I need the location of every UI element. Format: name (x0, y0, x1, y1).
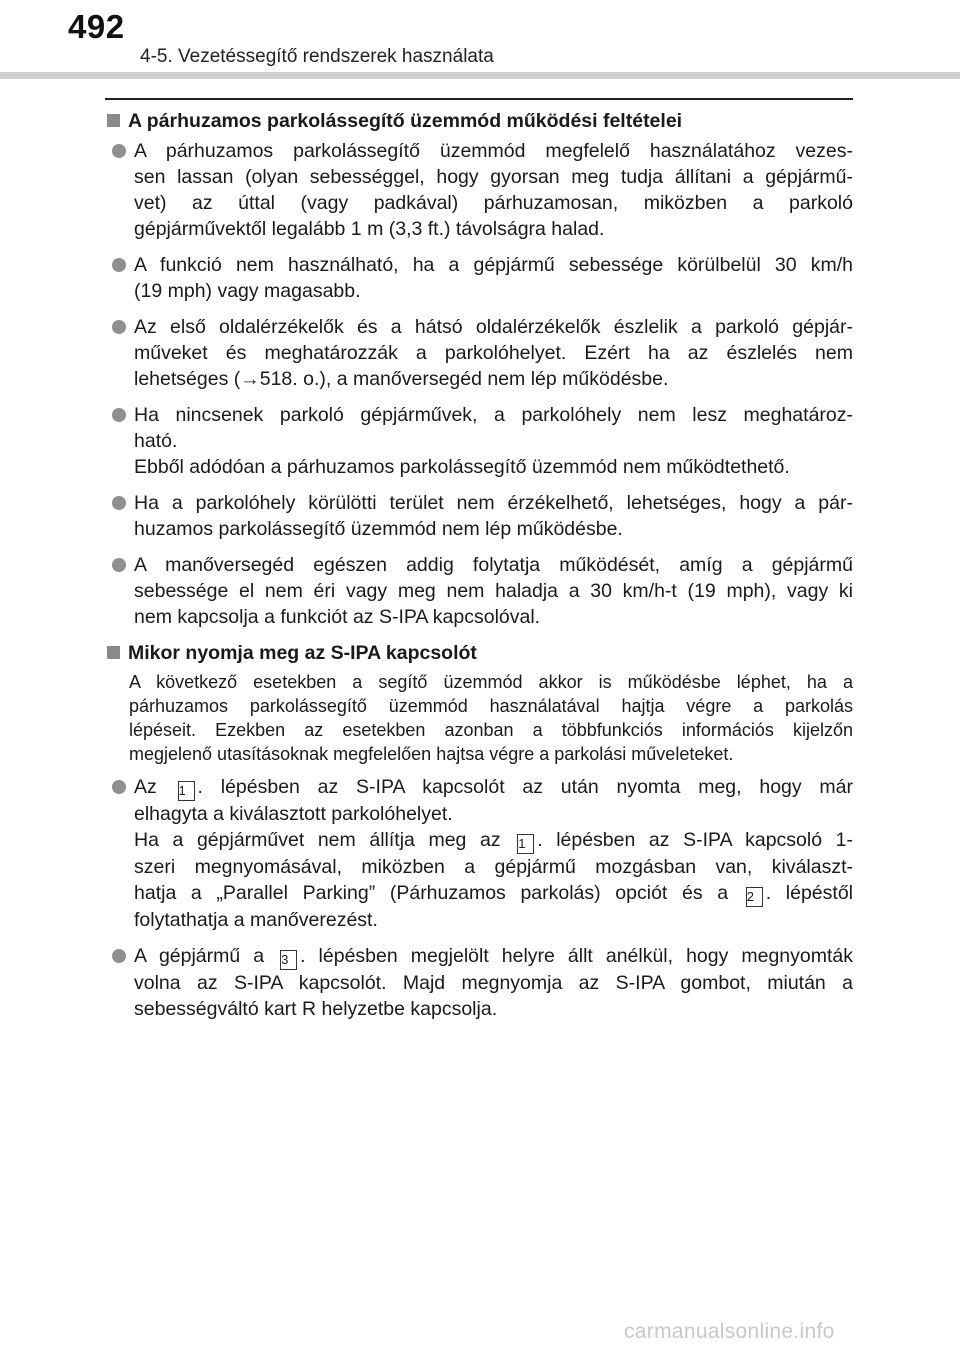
round-bullet-icon (112, 144, 126, 158)
text-line: sen lassan (olyan sebességgel, hogy gyorsan meg tudja állítani a gépjármű- (134, 166, 853, 188)
round-bullet-icon (112, 496, 126, 510)
round-bullet-icon (112, 949, 126, 963)
text-line: sebessége el nem éri vagy meg nem haladja a 30 km/h-t (19 mph), vagy ki (134, 580, 853, 602)
list-item (107, 774, 853, 933)
text-line: (19 mph) vagy magasabb. (134, 280, 361, 302)
text-line (134, 827, 853, 854)
section-heading-text: Mikor nyomja meg az S-IPA kapcsolót (128, 642, 477, 664)
text-line: A következő esetekben a segítő üzemmód akkor is működésbe léphet, ha a (129, 672, 853, 692)
list-item (107, 552, 853, 630)
page-number: 492 (68, 8, 125, 45)
text-line: műveket és meghatározzák a parkolóhelyet. Ezért ha az észlelés nem (134, 342, 853, 364)
step-number-box: 1 (517, 834, 534, 854)
round-bullet-icon (112, 780, 126, 794)
text-line: volna az S-IPA kapcsolót. Majd megnyomja az S-IPA gombot, miután a (134, 972, 853, 994)
text-line (134, 774, 853, 801)
text-line: huzamos parkolássegítő üzemmód nem lép működésbe. (134, 518, 623, 540)
text-line: párhuzamos parkolássegítő üzemmód használatával hajtja végre a parkolás (129, 696, 853, 716)
list-item (107, 252, 853, 304)
intro-paragraph (129, 670, 853, 766)
text-line (134, 943, 853, 970)
page-reference-link[interactable]: lehetséges (→518. o.), a manőversegéd nem lép működésbe. (134, 368, 669, 390)
text-line: vet) az úttal (vagy padkával) párhuzamosan, miközben a parkoló (134, 192, 853, 214)
text-segment: . lépésben az S-IPA kapcsolót az után nyomta meg, hogy már (197, 776, 853, 798)
text-line: szeri megnyomásával, miközben a gépjármű mozgásban van, kiválaszt- (134, 856, 853, 878)
text-line: A párhuzamos parkolássegítő üzemmód megfelelő használatához vezes- (134, 140, 853, 162)
text-line: A manőversegéd egészen addig folytatja működését, amíg a gépjármű (134, 554, 853, 576)
watermark-text: carmanualsonline.info (624, 1320, 835, 1343)
round-bullet-icon (112, 408, 126, 422)
text-segment: . lépésben az S-IPA kapcsoló 1- (537, 829, 853, 851)
list-item (107, 402, 853, 480)
step-number-box: 1 (178, 781, 195, 801)
text-line: nem kapcsolja a funkciót az S-IPA kapcsolóval. (134, 606, 541, 628)
text-line: A funkció nem használható, ha a gépjármű sebessége körülbelül 30 km/h (134, 254, 853, 276)
text-segment: hatja a „Parallel Parking” (Párhuzamos parkolás) opciót és a (134, 882, 729, 904)
text-line: folytathatja a manőverezést. (134, 909, 378, 931)
text-segment: . lépéstől (765, 882, 853, 904)
round-bullet-icon (112, 320, 126, 334)
text-line: lépéseit. Ezekben az esetekben azonban a többfunkciós információs kijelzőn (129, 720, 853, 740)
text-segment: Ha a gépjárművet nem állítja meg az (134, 829, 501, 851)
round-bullet-icon (112, 558, 126, 572)
list-item (107, 138, 853, 242)
text-segment: Az (134, 776, 157, 798)
round-bullet-icon (112, 258, 126, 272)
square-bullet-icon (107, 114, 120, 127)
text-line: Ha a parkolóhely körülötti terület nem érzékelhető, lehetséges, hogy a pár- (134, 492, 853, 514)
text-line: sebességváltó kart R helyzetbe kapcsolja. (134, 998, 498, 1020)
text-segment: A gépjármű a (134, 945, 265, 967)
text-line: ható. (134, 430, 178, 452)
text-line: gépjárművektől legalább 1 m (3,3 ft.) távolságra halad. (134, 218, 605, 240)
list-item (107, 314, 853, 392)
list-item (107, 943, 853, 1022)
step-number-box: 3 (280, 950, 297, 970)
list-item (107, 490, 853, 542)
text-line: Ebből adódóan a párhuzamos parkolássegítő üzemmód nem működtethető. (134, 456, 790, 478)
text-line: Ha nincsenek parkoló gépjárművek, a parkolóhely nem lesz meghatároz- (134, 404, 853, 426)
text-line: megjelenő utasításoknak megfelelően hajtsa végre a parkolási műveleteket. (129, 744, 734, 764)
square-bullet-icon (107, 646, 120, 659)
content-divider (105, 98, 853, 100)
section-title: 4-5. Vezetéssegítő rendszerek használata (140, 46, 494, 67)
text-line: elhagyta a kiválasztott parkolóhelyet. (134, 803, 453, 825)
section-heading (107, 108, 853, 134)
section-heading (107, 640, 853, 666)
text-line (134, 880, 853, 907)
page-content (107, 108, 853, 1032)
section-heading-text: A párhuzamos parkolássegítő üzemmód működési feltételei (128, 110, 683, 132)
header-rule (0, 72, 960, 79)
step-number-box: 2 (746, 887, 763, 907)
text-segment: . lépésben megjelölt helyre állt anélkül, hogy megnyomták (300, 945, 854, 967)
text-line: Az első oldalérzékelők és a hátsó oldalérzékelők észlelik a parkoló gépjár- (134, 316, 853, 338)
